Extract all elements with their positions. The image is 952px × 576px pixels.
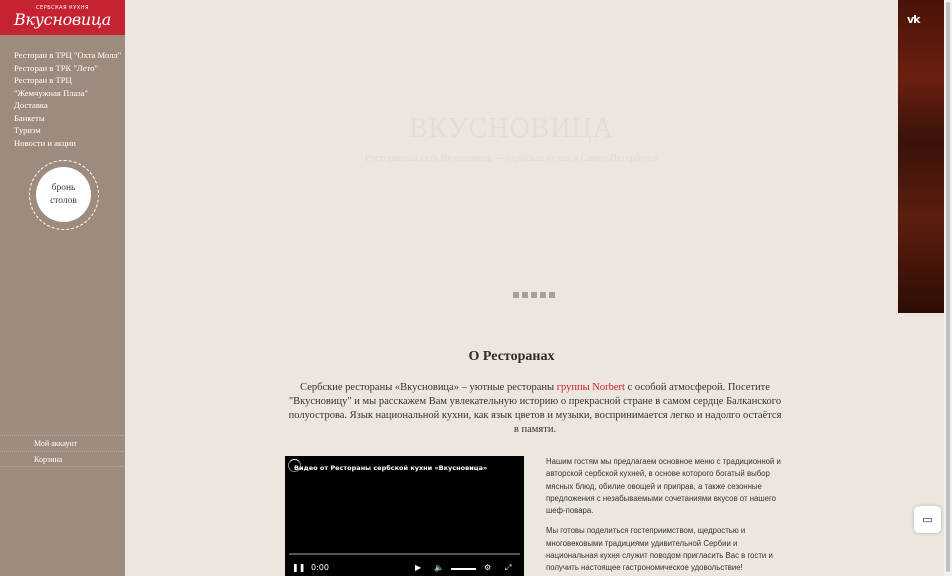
nav-item-zhemchuzhnaya-line1[interactable]: Ресторан в ТРЦ — [14, 75, 72, 85]
settings-gear-icon[interactable]: ⚙ — [484, 563, 492, 572]
vk-icon[interactable]: vk — [907, 13, 920, 26]
slider-dot[interactable] — [522, 292, 528, 298]
sidebar-nav — [14, 49, 122, 149]
video-progress-bar[interactable] — [289, 553, 520, 555]
cart-link[interactable]: Корзина — [0, 451, 125, 467]
description-paragraph-2: Мы готовы поделиться гостеприимством, щедростью и многовековыми традициями удивительной Сербии и национальная кухня служит поводом пригласить Вас в гости и получить настоящее гастрономическое удовольствие! — [546, 526, 773, 573]
slider-dot[interactable] — [549, 292, 555, 298]
booking-line2: столов — [50, 195, 77, 206]
fullscreen-icon[interactable]: ⤢ — [505, 563, 512, 572]
booking-line1: бронь — [51, 183, 76, 193]
my-account-link[interactable]: Мой аккаунт — [0, 435, 125, 451]
about-text-part2: с особой атмосферой. Посетите "Вкусновицу" и мы расскажем Вам увлекательную историю о прекрасной стране в самом сердце Балканского полуострова. Язык национальной кухни, как язык цветов и музыки, воспринимается легко и надолго остаётся в памяти. — [288, 382, 782, 435]
nav-item-leto[interactable]: Ресторан в ТРК "Лето" — [14, 62, 98, 73]
logo[interactable] — [0, 0, 125, 35]
norbert-group-link[interactable]: группы Norbert — [556, 382, 625, 393]
logo-subtitle: СЕРБСКАЯ КУХНЯ — [36, 5, 89, 11]
about-text-part1: Сербские рестораны «Вкусновица» – уютные рестораны — [300, 382, 557, 393]
nav-item-banquets[interactable]: Банкеты — [14, 112, 45, 123]
video-title[interactable]: Видео от Рестораны сербской кухни «Вкусновица» — [294, 464, 488, 472]
about-title: О Ресторанах — [468, 349, 555, 364]
chat-widget-button[interactable] — [914, 506, 941, 533]
nav-item-news[interactable]: Новости и акции — [14, 137, 76, 148]
slider-dot[interactable] — [531, 292, 537, 298]
slider-dots — [513, 292, 555, 298]
video-controls — [285, 560, 524, 576]
nav-item-delivery[interactable]: Доставка — [14, 100, 48, 110]
restaurant-description — [546, 456, 786, 576]
next-video-icon[interactable]: ▶ — [415, 563, 422, 572]
slider-dot[interactable] — [540, 292, 546, 298]
pause-icon[interactable]: ❚❚ — [292, 563, 306, 572]
nav-item-tourism[interactable]: Туризм — [14, 125, 41, 135]
book-table-button[interactable] — [36, 167, 91, 222]
account-menu — [0, 435, 125, 467]
description-paragraph-1: Нашим гостям мы предлагаем основное меню с традиционной и авторской сербской кухней, в основе которого богатый выбор мясных блюд, обилие овощей и приправ, а также сезонные предложения с незабываемыми сочетаниями вкусов от нашего шеф-повара. — [546, 457, 781, 516]
logo-name: Вкусновица — [13, 10, 112, 29]
volume-slider[interactable] — [451, 568, 476, 570]
volume-icon[interactable]: 🔈 — [434, 563, 444, 572]
hero-title: ВКУСНОВИЦА — [408, 113, 615, 144]
scrollbar-thumb[interactable] — [946, 2, 950, 572]
slider-dot[interactable] — [513, 292, 519, 298]
booking-ring — [29, 160, 99, 230]
about-text — [285, 381, 785, 437]
ticket-icon: ▭ — [922, 513, 933, 526]
hero-subtitle: Ресторанная сеть Вкусновица — сербская кухня в Санкт-Петербурге — [364, 153, 659, 164]
video-player[interactable] — [285, 456, 524, 576]
nav-item-zhemchuzhnaya-line2[interactable]: "Жемчужная Плаза" — [14, 87, 89, 98]
nav-item-okhta-mall[interactable]: Ресторан в ТРЦ "Охта Молл" — [14, 50, 122, 60]
side-photo — [898, 0, 944, 313]
video-time: 0:00 — [311, 563, 329, 572]
